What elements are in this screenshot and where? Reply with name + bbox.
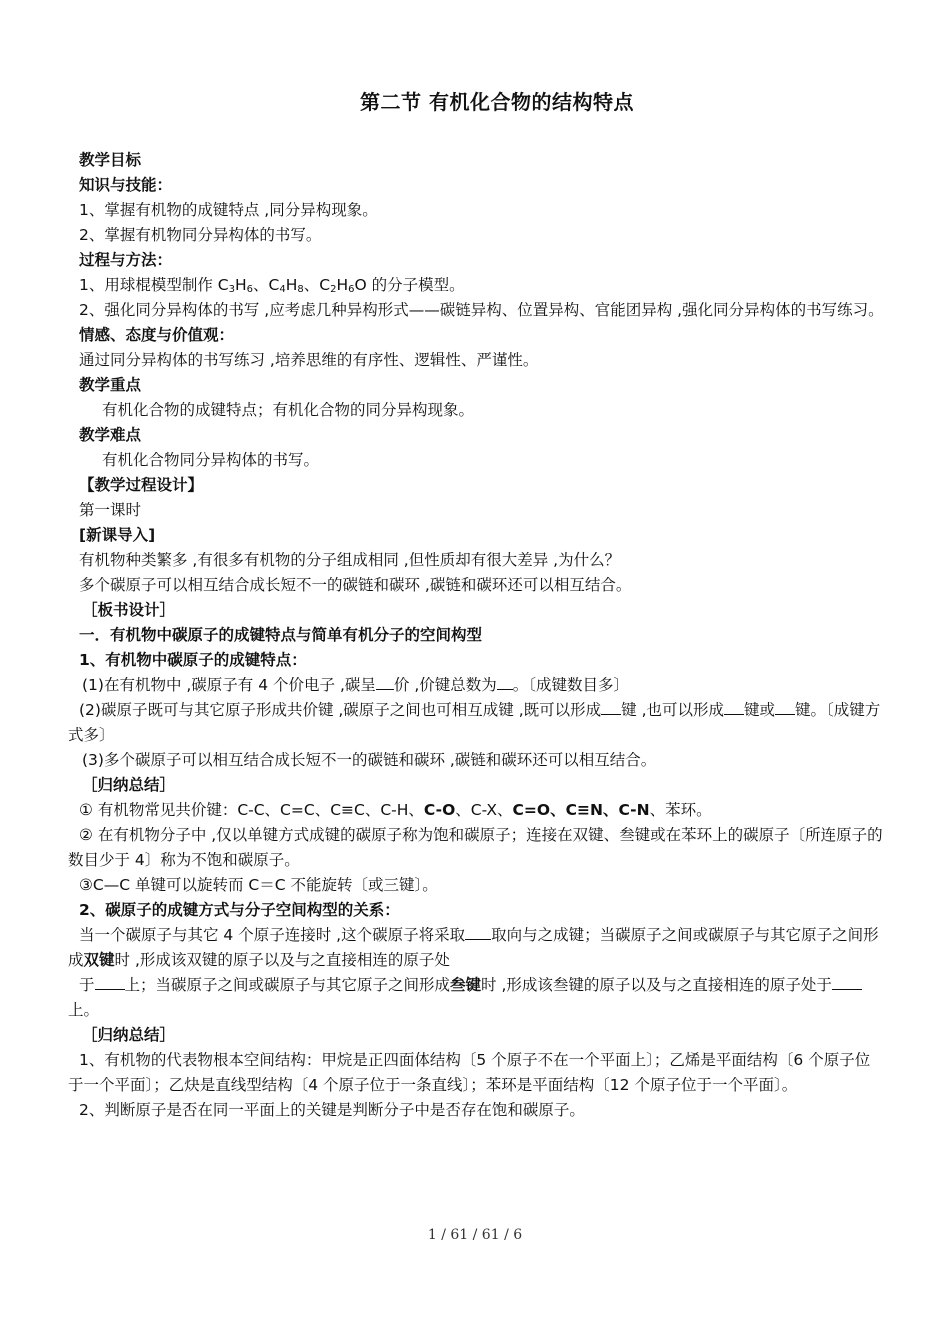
summary-heading: ［归纳总结］ bbox=[82, 776, 176, 794]
bond-feature-1: (1)在有机物中 ,碳原子有 4 个价电子 ,碳呈 价 ,价键总数为 。〔成键数目多〕 bbox=[68, 673, 884, 698]
summary-item-2: ② 在有机物分子中 ,仅以单键方式成键的碳原子称为饱和碳原子；连接在双键、叁键或在苯环上的碳原子〔所连原子的数目少于 4〕称为不饱和碳原子。 bbox=[68, 826, 883, 869]
knowledge-item-1: 1、掌握有机物的成键特点 ,同分异构现象。 bbox=[79, 201, 378, 219]
lesson-label: 第一课时 bbox=[79, 501, 142, 519]
bond-feature-2: (2)碳原子既可与其它原子形成共价键 ,碳原子之间也可相互成键 ,既可以形成 键 ,也可以形成 键或 键。〔成键方式多〕 bbox=[68, 698, 884, 748]
focus-text: 有机化合物的成键特点；有机化合物的同分异构现象。 bbox=[102, 401, 475, 419]
geometry-text-2: 于 上；当碳原子之间或碳原子与其它原子之间形成叁键时 ,形成该叁键的原子以及与之直接相连的原子处于上。 bbox=[68, 973, 884, 1023]
section-1-heading: 一．有机物中碳原子的成键特点与简单有机分子的空间构型 bbox=[79, 626, 483, 644]
document-body bbox=[68, 148, 884, 1123]
subsection-2-heading: 2、碳原子的成键方式与分子空间构型的关系： bbox=[79, 901, 400, 919]
knowledge-heading: 知识与技能： bbox=[79, 176, 173, 194]
focus-heading: 教学重点 bbox=[79, 376, 142, 394]
page-number: 1 / 61 / 61 / 6 bbox=[427, 1227, 523, 1243]
process-item-1: 1、用球棍模型制作 $C_3H_6$、$C_4H_8$、$C_2H_6O$ 的分子模型。 bbox=[79, 276, 465, 295]
summary-2-heading: ［归纳总结］ bbox=[82, 1026, 176, 1044]
attitude-item-1: 通过同分异构体的书写练习 ,培养思维的有序性、逻辑性、严谨性。 bbox=[79, 351, 539, 369]
structure-summary-1: 1、有机物的代表物根本空间结构：甲烷是正四面体结构〔5 个原子不在一个平面上〕；乙烯是平面结构〔6 个原子位于一个平面〕；乙炔是直线型结构〔4 个原子位于一条直线〕；苯环是平面结构〔12 个原子位于一个平面〕。 bbox=[68, 1051, 871, 1094]
process-item-2: 2、强化同分异构体的书写 ,应考虑几种异构形式——碳链异构、位置异构、官能团异构 ,强化同分异构体的书写练习。 bbox=[79, 301, 884, 319]
intro-text-2: 多个碳原子可以相互结合成长短不一的碳链和碳环 ,碳链和碳环还可以相互结合。 bbox=[79, 576, 632, 594]
process-heading: 过程与方法： bbox=[79, 251, 173, 269]
knowledge-item-2: 2、掌握有机物同分异构体的书写。 bbox=[79, 226, 322, 244]
bond-feature-3: (3)多个碳原子可以相互结合成长短不一的碳链和碳环 ,碳链和碳环还可以相互结合。 bbox=[82, 751, 657, 769]
geometry-text-1: 当一个碳原子与其它 4 个原子连接时 ,这个碳原子将采取 取向与之成键；当碳原子之间或碳原子与其它原子之间形成双键时 ,形成该双键的原子以及与之直接相连的原子处 bbox=[68, 923, 884, 973]
difficulty-heading: 教学难点 bbox=[79, 426, 142, 444]
structure-summary-2: 2、判断原子是否在同一平面上的关键是判断分子中是否存在饱和碳原子。 bbox=[79, 1101, 585, 1119]
board-heading: ［板书设计］ bbox=[82, 601, 176, 619]
summary-item-1: ① 有机物常见共价键：C-C、C=C、C≡C、C-H、C-O、C-X、C=O、C≡N、C-N、苯环。 bbox=[79, 801, 712, 819]
intro-heading: [新课导入] bbox=[79, 526, 156, 544]
design-heading: 【教学过程设计】 bbox=[79, 476, 204, 494]
subsection-1-heading: 1、有机物中碳原子的成键特点： bbox=[79, 651, 307, 669]
objectives-heading: 教学目标 bbox=[79, 151, 142, 169]
difficulty-text: 有机化合物同分异构体的书写。 bbox=[102, 451, 320, 469]
page-title: 第二节 有机化合物的结构特点 bbox=[360, 90, 634, 114]
intro-text-1: 有机物种类繁多 ,有很多有机物的分子组成相同 ,但性质却有很大差异 ,为什么？ bbox=[79, 551, 621, 569]
summary-item-3: ③C—C 单键可以旋转而 C＝C 不能旋转〔或三键〕。 bbox=[79, 876, 438, 894]
attitude-heading: 情感、态度与价值观： bbox=[79, 326, 235, 344]
